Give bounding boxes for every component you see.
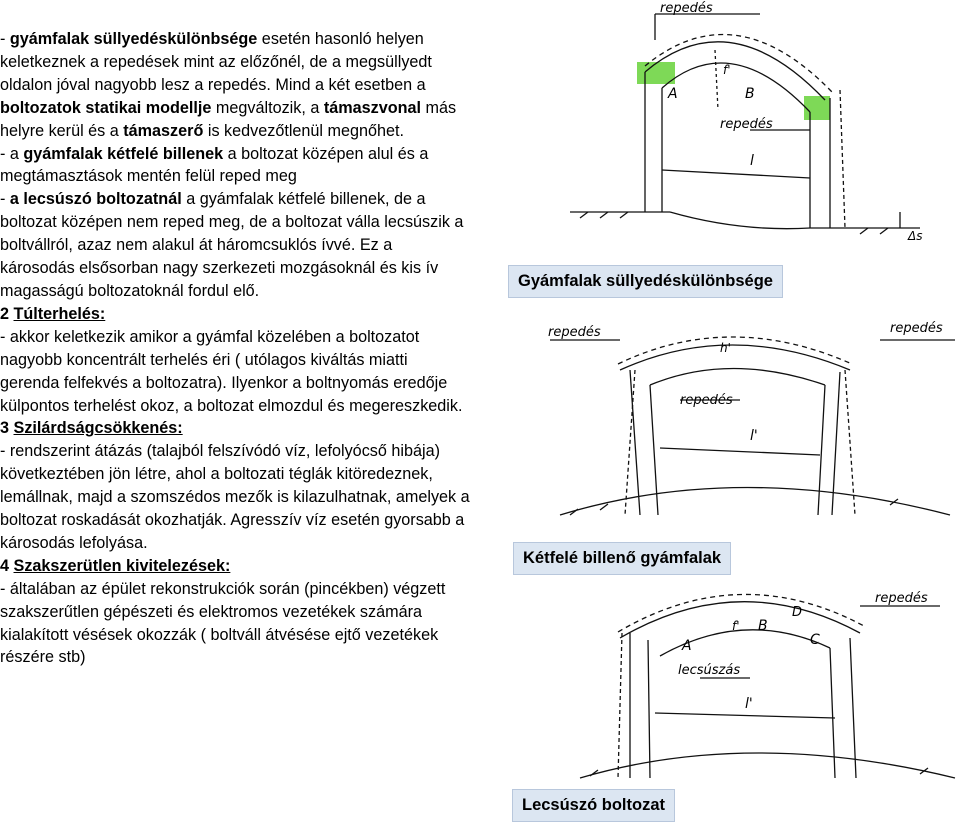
caption-settlement: Gyámfalak süllyedéskülönbsége (508, 265, 783, 298)
label-l: l' (750, 428, 758, 444)
label-right-crack: repedés (890, 321, 943, 336)
text-run: a boltozat középen alul és a megtámasztások mentén felül reped meg (0, 144, 429, 186)
heading-overload (0, 303, 470, 326)
text-run: esetén hasonló helyen keletkeznek a repedések mint az előzőnél, de a megsüllyedt oldalon jóval nagyobb lesz a repedés. Mind a két esetben a (0, 30, 432, 94)
label-C: C (810, 632, 820, 648)
text-bold: a lecsúszó boltozatnál (9, 190, 182, 209)
label-crack: repedés (875, 591, 928, 606)
heading-number: 3 (0, 419, 14, 438)
label-f: f' (732, 619, 740, 633)
label-f: f' (723, 63, 731, 77)
heading-title: Szakszerütlen kivitelezések: (13, 556, 231, 575)
heading-title: Szilárdságcsökkenés: (13, 419, 183, 438)
caption-tilting: Kétfelé billenő gyámfalak (513, 542, 731, 575)
heading-number: 2 (0, 304, 14, 323)
label-D: D (792, 605, 803, 620)
text-bold: gyámfalak kétfelé billenek (23, 144, 224, 163)
label-A: A (668, 86, 678, 102)
heading-strength (0, 417, 470, 440)
text-run: a gyámfalak kétfelé billenek, de a boltozat középen nem reped meg, de a boltozat válla lecsúszik a boltvállról, azaz nem alakul át háromcsuklós ívvé. Ez a károsodás elsősorban nagy szerkezeti mozgásoknál és kis ív magasságú boltozatoknál fordul elő. (0, 190, 464, 300)
text-bold: gyámfalak süllyedéskülönbsége (9, 30, 258, 48)
heading-workmanship (0, 555, 470, 578)
vault-inner-arc (662, 63, 810, 112)
figure-tilting-diagram (540, 300, 960, 520)
label-right-crack: repedés (720, 117, 773, 132)
paragraph-tilting (0, 143, 470, 189)
crack-highlight-right (804, 96, 830, 120)
figure-settlement-diagram (560, 0, 960, 262)
text-bold: boltozatok statikai modellje (0, 98, 212, 117)
paragraph-sliding (0, 188, 470, 303)
label-A: A (682, 638, 692, 654)
heading-number: 4 (0, 556, 14, 575)
label-left-crack: repedés (548, 325, 601, 340)
label-l: l (750, 153, 754, 169)
heading-title: Túlterhelés: (13, 304, 106, 323)
label-B: B (758, 618, 768, 634)
vault-outer-arc (620, 602, 860, 638)
text-run: is kedvezőtlenül megnőhet. (203, 121, 405, 140)
label-slide: lecsúszás (678, 663, 741, 678)
text-run: - (0, 190, 10, 209)
vault-dashed-arc (618, 337, 852, 364)
label-top-crack: repedés (660, 1, 713, 16)
figure-sliding-diagram (560, 578, 960, 783)
body-text (0, 28, 470, 669)
text-run: - a (0, 144, 24, 163)
text-run: megváltozik, a (211, 98, 324, 117)
vault-dashed-arc (618, 594, 864, 632)
text-run: más helyre kerül és a (0, 98, 457, 140)
label-ds: Δs (908, 229, 923, 243)
text-run: - (0, 30, 10, 48)
paragraph-strength: - rendszerint átázás (talajból felszívódó víz, lefolyócső hibája) következtében jön létre, ahol a boltozati téglák kitöredeznek, lemállnak, majd a szomszédos mezők is kilazulhatnak, amelyek a boltozat roskadását okozhatják. Agresszív víz esetén gyorsabb a károsodás lefolyása. (0, 442, 470, 552)
label-B: B (745, 86, 755, 102)
vault-inner-arc (650, 369, 825, 386)
label-l: l' (745, 696, 753, 712)
paragraph-settlement (0, 28, 470, 143)
crack-highlight-left (637, 62, 675, 84)
label-h: h' (720, 341, 731, 355)
caption-sliding: Lecsúszó boltozat (512, 789, 675, 822)
text-bold: támaszerő (123, 121, 204, 140)
paragraph-overload: - akkor keletkezik amikor a gyámfal közelében a boltozatot nagyobb koncentrált terhelés éri ( utólagos kiváltás miatti gerenda felfekvés a boltozatra). Ilyenkor a boltnyomás eredője külpontos terhelést okoz, a boltozat elmozdul és megereszkedik. (0, 327, 463, 415)
text-bold: támaszvonal (323, 98, 422, 117)
paragraph-workmanship: - általában az épület rekonstrukciók során (pincékben) végzett szakszerűtlen gépészeti és elektromos vezetékek számára kialakított vésések okozzák ( boltváll átvésése ejtő vezetékek részére stb) (0, 579, 446, 667)
label-mid-crack: repedés (680, 393, 733, 408)
